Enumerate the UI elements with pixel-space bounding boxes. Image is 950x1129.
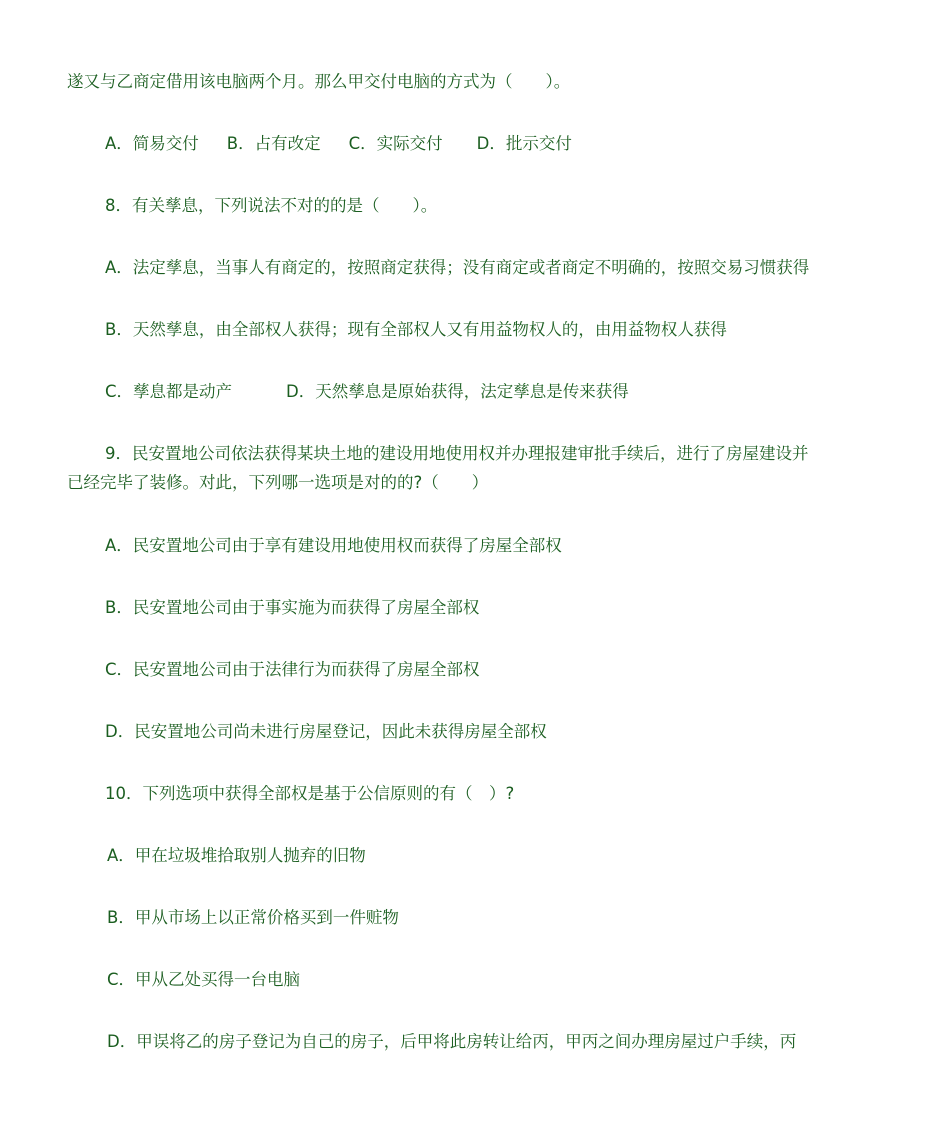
question-7-stem-tail: 遂又与乙商定借用该电脑两个月。那么甲交付电脑的方式为（ ）。 [67,72,571,91]
question-10-stem: 10．下列选项中获得全部权是基于公信原则的有（ ）? [105,784,515,803]
question-7-option-c: C．实际交付 [348,134,443,153]
question-9-option-a: A．民安置地公司由于享有建设用地使用权而获得了房屋全部权 [105,536,562,555]
question-7-options [0,132,950,156]
question-8-option-a: A．法定孳息，当事人有商定的，按照商定获得；没有商定或者商定不明确的，按照交易习惯获得 [105,258,810,277]
question-10-option-d: D．甲误将乙的房子登记为自己的房子，后甲将此房转让给丙，甲丙之间办理房屋过户手续，丙 [107,1032,797,1051]
question-8-option-d: D．天然孳息是原始获得，法定孳息是传来获得 [286,382,629,401]
question-7-option-b: B．占有改定 [226,134,321,153]
question-9-stem-line-2: 已经完毕了装修。对此，下列哪一选项是对的的?（ ） [67,473,489,492]
question-8-stem: 8．有关孳息，下列说法不对的的是（ ）。 [105,196,438,215]
question-8-option-c: C．孳息都是动产 [105,382,233,401]
question-10-option-a: A．甲在垃圾堆拾取别人抛弃的旧物 [107,846,366,865]
question-10-option-b: B．甲从市场上以正常价格买到一件赃物 [107,908,399,927]
question-8-option-b: B．天然孳息，由全部权人获得；现有全部权人又有用益物权人的，由用益物权人获得 [105,320,727,339]
question-10-option-c: C．甲从乙处买得一台电脑 [107,970,301,989]
question-7-option-d: D．批示交付 [476,134,572,153]
question-9-option-d: D．民安置地公司尚未进行房屋登记，因此未获得房屋全部权 [105,722,547,741]
question-9-option-b: B．民安置地公司由于事实施为而获得了房屋全部权 [105,598,480,617]
question-8-options-cd [0,380,950,404]
question-7-option-a: A．简易交付 [105,134,199,153]
question-9-stem-line-1: 9．民安置地公司依法获得某块土地的建设用地使用权并办理报建审批手续后，进行了房屋建设并 [105,444,809,463]
question-9-option-c: C．民安置地公司由于法律行为而获得了房屋全部权 [105,660,480,679]
